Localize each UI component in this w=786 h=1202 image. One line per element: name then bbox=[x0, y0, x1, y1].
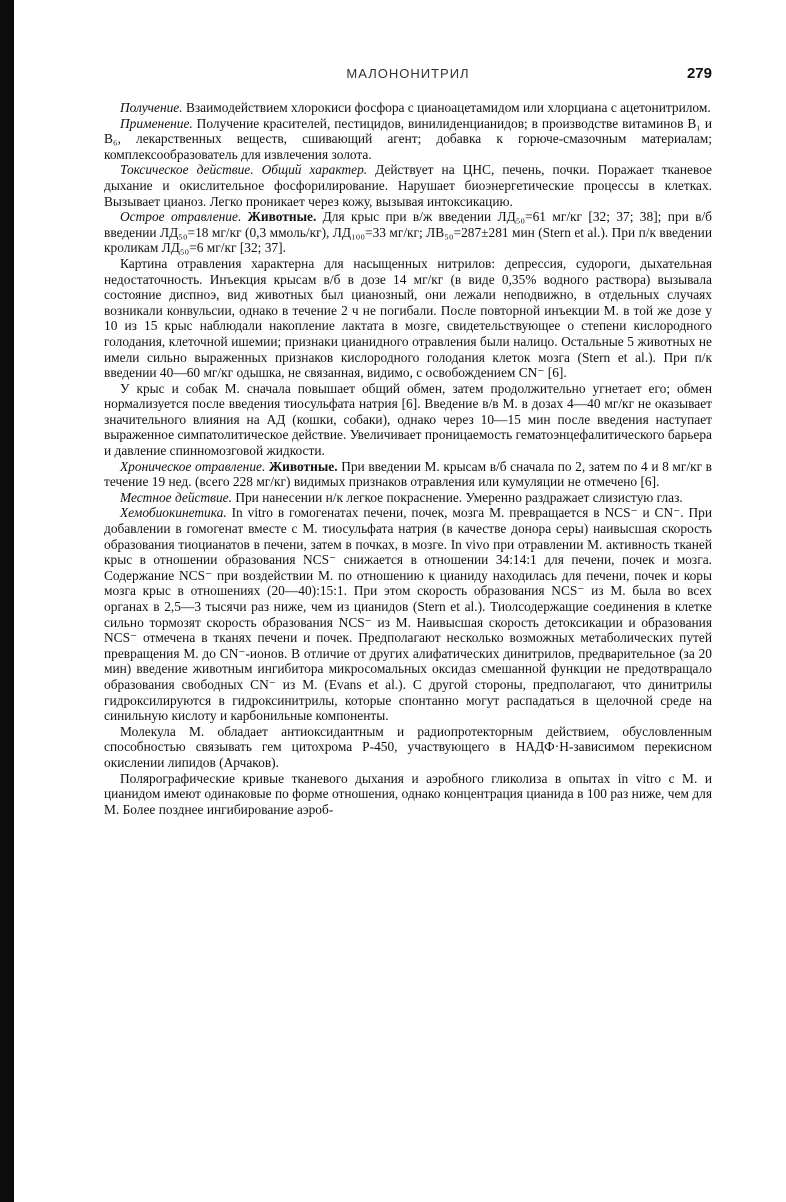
paragraph-lead: Острое отравление. bbox=[120, 209, 242, 225]
paragraph-text: Полярографические кривые тканевого дыхания и аэробного гликолиза в опытах in vitro с М. и цианидом имеют одинаковые по форме отношения, однако концентрация цианида в 100 раз ниже, чем для М. Более позднее ингибирование аэроб- bbox=[104, 770, 712, 817]
paragraph-metabolism-effects bbox=[104, 381, 712, 459]
paragraph-text: Взаимодействием хлорокиси фосфора с цианоацетамидом или хлорциана с ацетонитрилом. bbox=[182, 100, 711, 115]
page-header bbox=[104, 62, 712, 92]
paragraph-lead: Хроническое отравление. bbox=[120, 458, 266, 474]
paragraph-local-action bbox=[104, 490, 712, 506]
paragraph-text: Получение красителей, пестицидов, винилиденцианидов; в производстве витаминов B₁ и B₆, лекарственных веществ, сшивающий агент; добавка к горюче-смазочным материалам; комплексообразователь для извлечения золота. bbox=[104, 115, 712, 162]
paragraph-chronic-poisoning bbox=[104, 459, 712, 490]
scan-edge-bar bbox=[0, 0, 14, 1202]
paragraph-toxic-action bbox=[104, 162, 712, 209]
paragraph-chemobiokinetics bbox=[104, 505, 712, 723]
paragraph-text: При нанесении н/к легкое покраснение. Умеренно раздражает слизистую глаз. bbox=[231, 489, 683, 505]
paragraph-acute-poisoning bbox=[104, 209, 712, 256]
paragraph-text: Молекула М. обладает антиоксидантным и радиопротекторным действием, обусловленным способностью связывать гем цитохрома Р-450, участвующего в НАДФ·Н-зависимом перекисном окислении липидов (Арчаков). bbox=[104, 723, 712, 770]
paragraph-preparation bbox=[104, 100, 712, 116]
paragraph-lead: Токсическое действие. Общий характер. bbox=[120, 162, 368, 178]
paragraph-text: Картина отравления характерна для насыщенных нитрилов: депрессия, судороги, дыхательная недостаточность. Инъекция крысам в/б в дозе 14 мг/кг (в виде 0,35% водного раствора) вызывала состояние диспноэ, вид животных был цианозный, они лежали неподвижно, в отдельных случаях возникали конвульсии, однако в течение 2 ч не погибали. После повторной инъекции М. в той же дозе у 10 из 15 крыс наблюдали накопление лактата в мозге, свидетельствующее о степени кислородного голодания, клеточной ишемии; признаки цианидного отравления были налицо. Остальные 5 животных не имели сильно выраженных признаков кислородного голодания клеток мозга (Stern et al.). При п/к введении 40—60 мг/кг одышка, не связанная, видимо, с освобождением CN⁻ [6]. bbox=[104, 255, 712, 381]
paragraph-text: In vitro в гомогенатах печени, почек, мозга М. превращается в NCS⁻ и CN⁻. При добавлении в гомогенат вместе с М. тиосульфата натрия (в качестве донора серы) наивысшая скорость образования тиоцианатов в печени, затем в почках, в мозге. In vivo при отравлении М. активность тканей крыс в отношении образования NCS⁻ снижается в отношении 34:14:1 для печени, почек и мозга. Содержание NCS⁻ при воздействии М. по отношению к цианиду находилась для печени, почек и коры мозга крыс в отношениях (20—40):15:1. При этом скорость образования NCS⁻ из М. была во всех органах в 2,5—3 тысячи раз ниже, чем из цианидов (Stern et al.). Тиолсодержащие соединения в клетке сильно тормозят скорость образования NCS⁻ из М. Наивысшая скорость детоксикации и образования NCS⁻ отмечена в тканях печени и почек. Предполагают несколько возможных метаболических путей превращения М. до CN⁻-ионов. В отличие от других алифатических динитрилов, предварительное (за 20 мин) введение животным ингибитора микросомальных оксидаз смешанной функции не предотвращало образования свободных CN⁻ из М. (Evans et al.). С другой стороны, предполагают, что динитрилы гидроксилируются в гидроксинитрилы, которые спонтанно могут распадаться в щелочной среде на синильную кислоту и карбонильные компоненты. bbox=[104, 505, 712, 724]
paragraph-application bbox=[104, 116, 712, 163]
paragraph-lead: Местное действие. bbox=[120, 489, 232, 505]
page-number: 279 bbox=[686, 65, 712, 82]
paragraph-lead: Применение. bbox=[120, 115, 193, 131]
book-page bbox=[104, 62, 712, 817]
paragraph-text: У крыс и собак М. сначала повышает общий обмен, затем продолжительно угнетает его; обмен нормализуется после введения тиосульфата натрия [6]. Введение в/в М. в дозах 4—40 мг/кг не оказывает значительного влияния на АД (кошки, собаки), однако через 10—15 мин после введения наступает выраженное симпатолитическое действие. Увеличивает проницаемость гематоэнцефалитического барьера и давление спинномозговой жидкости. bbox=[104, 380, 712, 459]
paragraph-text: Действует на ЦНС, печень, почки. Поражает тканевое дыхание и окислительное фосфорилирование. Нарушает биоэнергетические процессы в клетках. Вызывает цианоз. Легко проникает через кожу, вызывая интоксикацию. bbox=[104, 162, 713, 209]
paragraph-lead: Получение. bbox=[120, 100, 183, 115]
paragraph-polarography bbox=[104, 771, 712, 818]
paragraph-text: При введении М. крысам в/б сначала по 2, затем по 4 и 8 мг/кг в течение 19 нед. (всего 228 мг/кг) видимых признаков отравления или кумуляции не отмечено [6]. bbox=[104, 458, 713, 490]
paragraph-poisoning-picture bbox=[104, 256, 712, 381]
paragraph-subject: Животные. bbox=[265, 458, 338, 474]
body-text bbox=[104, 100, 712, 817]
paragraph-text: Для крыс при в/ж введении ЛД₅₀=61 мг/кг [32; 37; 38]; при в/б введении ЛД₅₀=18 мг/кг (0,3 ммоль/кг), ЛД₁₀₀=33 мг/кг; ЛВ₅₀=287±281 мин (Stern et al.). При п/к введении кроликам ЛД₅₀=6 мг/кг [32; 37]. bbox=[104, 209, 712, 256]
paragraph-subject: Животные. bbox=[241, 209, 317, 225]
paragraph-lead: Хемобиокинетика. bbox=[120, 505, 227, 521]
paragraph-antioxidant bbox=[104, 724, 712, 771]
running-title: МАЛОНОНИТРИЛ bbox=[346, 66, 470, 81]
